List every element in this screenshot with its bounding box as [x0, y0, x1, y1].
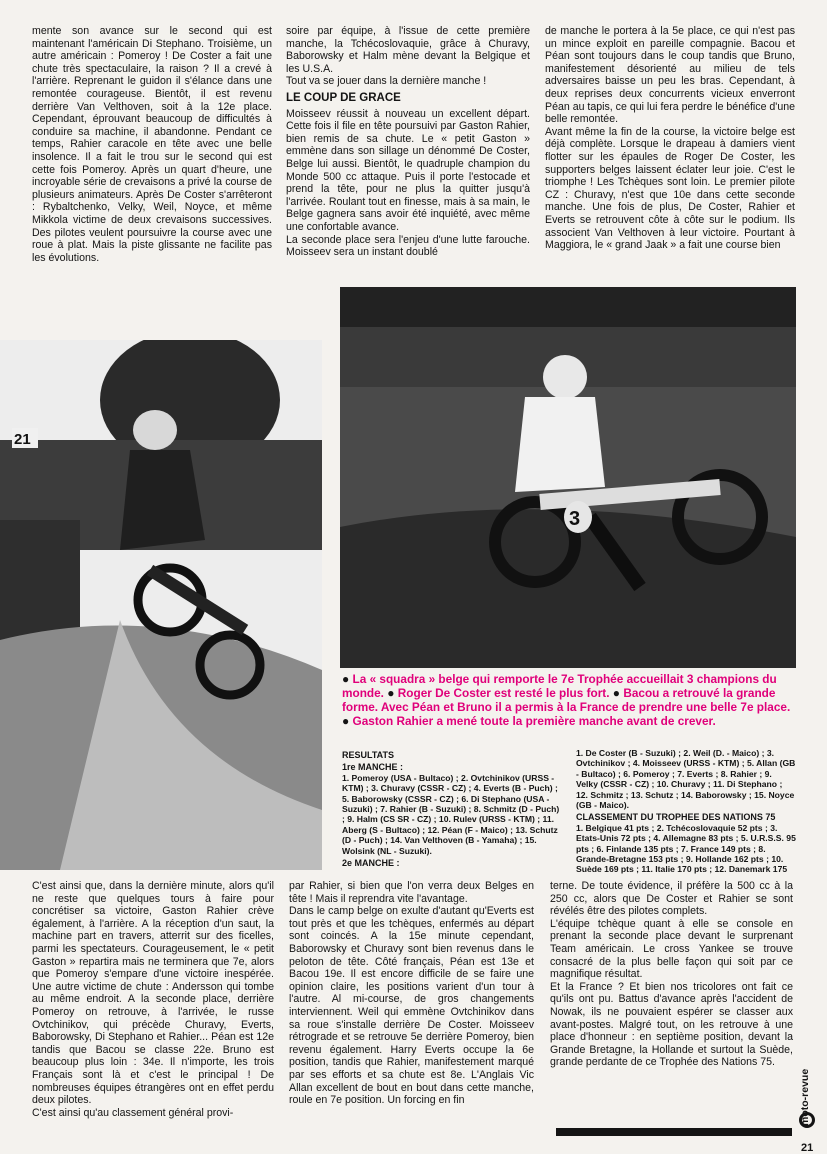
bottom-column-2-text-2: Dans le camp belge on exulte d'autant qu'Everts est tout près et que les tchèques, enfermés au départ sont coincés. A la 15e minute cependant, Baborowsky et Churavy sont bien revenus dans le peloton de tête. Côté français, Péan est 13e et Bacou 19e. Il est encore difficile de se faire une opinion claire, les positions varient d'un tour à l'autre. Al mi-course, de gros changements interviennent. Weil qui emmène Ovtchinikov dans sa roue s'installe derrière De Coster. Moisseev rétrograde et se retrouve 5e derrière Pomeroy, bien revenu également. Harry Everts occupe la 6e position, tandis que Rahier, manifestement marqué par ses efforts et sa chute est 8e. L'Anglais Vic Allan excellent de bout en bout dans cette manche, roule en 7e position. Un forcing en fin [289, 905, 534, 1107]
bottom-column-1-text: C'est ainsi que, dans la dernière minute, alors qu'il ne reste que quelques tours à faire pour concrétiser sa victoire, Gaston Rahier crève également, à l'arrière. A la réception d'un saut, la machine part en travers, atterrit sur des ficelles, parmi les spectateurs. Courageusement, le « petit Gaston » repartira mais ne terminera que 7e, alors que Pomeroy s'empare d'une victoire inespérée. Une autre victime de chute : Andersson qui tombe au même endroit. A la seconde place, derrière Pomeroy on retrouve, à l'arrivée, le russe Ovtchinikov, qui précède Churavy, Everts, Baborowsky, Di Stephano et Rahier... Péan est 12e tandis que Bacou se classe 22e. Bruno est beaucoup plus loin : 34e. Il n'importe, les trois Français sont là et c'est le principal ! De nombreuses équipes étrangères ont en effet perdu deux pilotes. [32, 880, 274, 1107]
bottom-column-1 [32, 880, 274, 1142]
column-2-intro: soire par équipe, à l'issue de cette première manche, la Tchécoslovaquie, grâce à Churavy, Baborowsky et Halm mène devant la Belgique et les U.S.A. [286, 25, 530, 75]
column-2-intro-2: Tout va se jouer dans la dernière manche ! [286, 75, 487, 88]
bottom-column-3 [550, 880, 793, 1120]
results-manche-2-title: 2e MANCHE : [342, 858, 400, 869]
photo-caption [342, 672, 794, 728]
results-column-1 [342, 748, 560, 876]
caption-bullet-icon: ● [612, 686, 621, 700]
footer-rule [556, 1128, 792, 1136]
column-3-paragraph-1: de manche le portera à la 5e place, ce qui n'est pas un mince exploit en pareille compagnie. Bacou et Péan sont toujours dans le coup tandis que Bruno, manifestement désorienté au milieu de tels adversaires baisse un peu les bras. Cependant, à deux reprises deux concurrents vicieux enverront Péan au tapis, ce qui lui fera perdre le bénéfice d'une belle remontée. [545, 25, 795, 126]
results-classement: 1. Belgique 41 pts ; 2. Tchécoslovaquie 52 pts ; 3. Etats-Unis 72 pts ; 4. Allemagne 83 pts ; 5. U.R.S.S. 95 pts ; 6. Finlande 135 pts ; 7. France 149 pts ; 8. Grande-Bretagne 153 pts ; 9. Hollande 162 pts ; 10. Suède 169 pts ; 11. Italie 170 pts ; 12. Danemark 175 [576, 822, 796, 875]
column-1-text: mente son avance sur le second qui est maintenant l'américain Di Stephano. Troisième, un autre américain : Pomeroy ! De Coster a fait une chute très spectaculaire, la raison ? Il a crevé à l'arrière. Reprenant le guidon il s'élance dans une remontée courageuse. Bientôt, il est revenu derrière Van Velthoven, soit à la 12e place. Cependant, éprouvant beaucoup de difficultés à conduire sa machine, il abandonne. Pendant ce temps, Rahier caracole en tête avec une belle insolence. Il a fait le trou sur le second qui est cette fois Pomeroy. Après un quart d'heure, une incroyable série de crevaisons a privé la course de plusieurs animateurs. Après De Coster s'arrêteront : Rybaltchenko, Velky, Weil, Noyce, et même Mikkola victime de deux crevaisons successives. Des pilotes veulent poursuivre la course avec une roue à plat. Mais la piste glissante ne facilite pas les évolutions. [32, 25, 272, 264]
photo-rider-21 [0, 340, 322, 870]
rider-number-label-left: 21 [14, 431, 31, 448]
column-2-paragraph-2: La seconde place sera l'enjeu d'une lutte farouche. Moisseev sera un instant doublé [286, 233, 530, 259]
column-3-paragraph-2: Avant même la fin de la course, la victoire belge est déjà complète. Lorsque le drapeau à damiers vient flotter sur les épaules de Roger De Coster, les supporters belges laissent éclater leur joie. C'est le triomphe ! Les Tchèques sont loin. Le premier pilote CZ : Churavy, n'est que 10e dans cette seconde manche. Une fois de plus, De Coster, Rahier et Everts se retrouvent côte à côte sur le podium. Ils associent Van Velthoven à leur victoire. Pourtant à Maggiora, le « grand Jaak » a fait une course bien [545, 125, 795, 252]
results-classement-title: CLASSEMENT DU TROPHEE DES NATIONS 75 [576, 812, 776, 823]
rider-number-label-right: 3 [569, 508, 581, 530]
results-title: RESULTATS [342, 750, 394, 760]
caption-sentence-2: Roger De Coster est resté le plus fort. [397, 686, 610, 700]
article-column-3 [545, 25, 795, 307]
photo-rider-3 [340, 287, 796, 668]
bottom-column-3-text: terne. De toute évidence, il préfère la 500 cc à la 250 cc, alors que De Coster et Rahier se sont révélés être des pilotes complets. [550, 880, 793, 918]
caption-sentence-1: La « squadra » belge qui remporte le 7e Trophée accueillait 3 champions du monde. [342, 672, 777, 700]
page-number: 21 [801, 1142, 814, 1154]
caption-sentence-3: Bacou a retrouvé la grande forme. Avec Péan et Bruno il a permis à la France de prendre une belle 7e place. [342, 686, 791, 714]
caption-bullet-icon: ● [342, 714, 350, 728]
caption-bullet-icon: ● [387, 686, 395, 700]
bottom-column-2-text: par Rahier, si bien que l'on verra deux Belges en tête ! Mais il reprendra vite l'avantage. [289, 880, 534, 905]
article-column-1 [32, 25, 272, 325]
logo-badge-icon [799, 1112, 815, 1128]
bottom-column-3-text-2: L'équipe tchèque quant à elle se console en prenant la seconde place devant le surprenant Team américain. Le cross Yankee se trouve consacré de la plus belle façon qui soit par ce magnifique résultat. [550, 917, 793, 981]
photo-rider-3-image [340, 287, 796, 668]
bottom-column-1-text-2: C'est ainsi qu'au classement général provi- [32, 1106, 234, 1119]
caption-bullet-icon: ● [342, 672, 350, 686]
column-2-paragraph-1: Moisseev réussit à nouveau un excellent départ. Cette fois il file en tête poursuivi par Gaston Rahier, bien remis de sa chute. Le « petit Gaston » emmène dans son sillage un dénommé De Coster, Belge lui aussi. Bientôt, le quadruple champion du Monde 500 cc attaque. Puis il porte l'estocade et prend la tête, pour ne plus la quitter jusqu'à l'arrivée. Roulant tout en finesse, mais à sa main, le Belge gagnera sans avoir été inquiété, avec même une confortable avance. [286, 107, 530, 233]
magazine-logo: moto-revue [799, 1068, 811, 1126]
results-manche-1-title: 1re MANCHE : [342, 762, 404, 773]
photo-rider-21-image [0, 340, 322, 870]
results-manche-1: 1. Pomeroy (USA - Bultaco) ; 2. Ovtchinikov (URSS - KTM) ; 3. Churavy (CSSR - CZ) ; 4. Everts (B - Puch) ; 5. Baborowsky (CSSR - CZ) ; 6. Di Stephano (USA - Suzuki) ; 7. Rahier (B - Suzuki) ; 8. Schmitz (D - Puch) ; 9. Halm (CS SR - CZ) ; 10. Rulev (URSS - KTM) ; 11. Aberg (S - Bultaco) ; 12. Péan (F - Maico) ; 13. Schutz (D - Puch) ; 14. Van Velthoven (B - Yamaha) ; 15. Wolsink (NL - Suzuki). [342, 772, 560, 856]
section-heading: LE COUP DE GRACE [286, 91, 401, 104]
caption-sentence-4: Gaston Rahier a mené toute la première manche avant de crever. [352, 714, 716, 728]
bottom-column-2 [289, 880, 534, 1142]
bottom-column-3-text-3: Et la France ? Et bien nos tricolores ont fait ce qu'ils ont pu. Battus d'avance après l'accident de Nowak, ils ne pouvaient espérer se classer aux avant-postes. Malgré tout, on les retrouve à une place d'honneur : en septième position, devant la Grande Bretagne, la Hollande et surtout la Suède, grande perdante de ce Trophée des Nations 75. [550, 980, 793, 1069]
results-column-2 [576, 748, 796, 876]
results-manche-2: 1. De Coster (B - Suzuki) ; 2. Weil (D. - Maico) ; 3. Ovtchinikov ; 4. Moisseev (URSS - KTM) ; 5. Allan (GB - Bultaco) ; 6. Pomeroy ; 7. Everts ; 8. Rahier ; 9. Velky (CSSR - CZ) ; 10. Churavy ; 11. Di Stephano ; 12. Schmitz ; 13. Schutz ; 14. Baborowsky ; 15. Noyce (GB - Maico). [576, 748, 796, 811]
